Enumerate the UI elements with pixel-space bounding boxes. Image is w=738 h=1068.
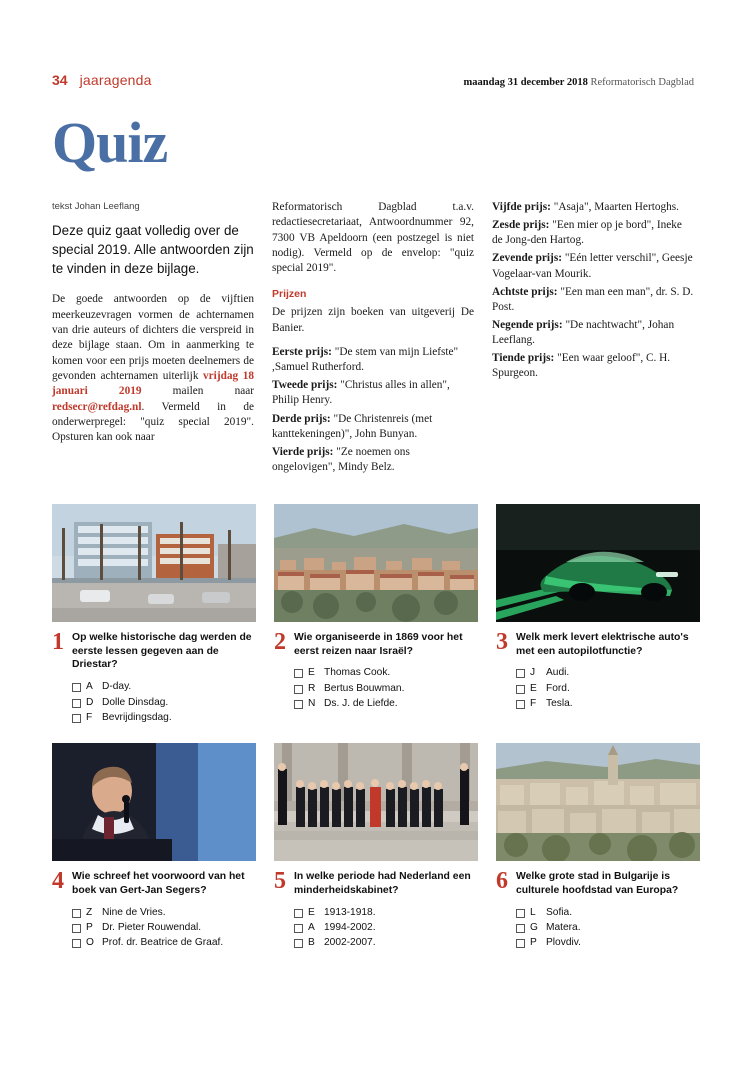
- answer-option[interactable]: [516, 935, 700, 950]
- paper-name: Reformatorisch Dagblad: [590, 77, 694, 88]
- answer-text: Plovdiv.: [546, 937, 581, 949]
- checkbox-icon[interactable]: [294, 669, 303, 678]
- checkbox-icon[interactable]: [516, 685, 525, 694]
- answer-letter: F: [530, 698, 537, 710]
- prize-item: [272, 345, 474, 375]
- answer-text: Prof. dr. Beatrice de Graaf.: [102, 937, 224, 949]
- prize-item: [272, 378, 474, 408]
- question-cell: [496, 504, 700, 725]
- answer-letter: J: [530, 667, 536, 679]
- answer-letter: G: [530, 921, 538, 933]
- answer-options: [72, 679, 256, 725]
- prize-value: "Een waar geloof", C. H. Spurgeon.: [492, 352, 671, 380]
- prize-value: "Asaja", Maarten Hertoghs.: [553, 201, 680, 213]
- question-cell: [52, 743, 256, 950]
- answer-letter: P: [530, 937, 537, 949]
- answer-text: Bevrijdingsdag.: [102, 711, 172, 723]
- answer-letter: E: [308, 906, 315, 918]
- checkbox-icon[interactable]: [72, 909, 81, 918]
- question-number: 6: [496, 868, 508, 895]
- question-number: 5: [274, 868, 286, 895]
- prize-value: "Eén letter verschil", Geesje Vogelaar-van Mourik.: [492, 252, 693, 280]
- answer-option[interactable]: [72, 710, 256, 725]
- prize-label: Tweede prijs:: [272, 379, 338, 392]
- answer-options: [516, 665, 700, 711]
- checkbox-icon[interactable]: [294, 909, 303, 918]
- photo-modern-school-building: [52, 504, 256, 622]
- answer-option[interactable]: [294, 905, 478, 920]
- answer-option[interactable]: [294, 665, 478, 680]
- intro-column-1: [52, 200, 254, 478]
- photo-stone-hill-city: [496, 743, 700, 861]
- prize-label: Derde prijs:: [272, 412, 331, 425]
- answer-text: Nine de Vries.: [102, 906, 166, 918]
- question-row: [496, 870, 700, 897]
- answer-option[interactable]: [294, 681, 478, 696]
- question-row: [496, 631, 700, 658]
- checkbox-icon[interactable]: [72, 699, 81, 708]
- page-number: 34: [52, 72, 68, 88]
- intro-column-3: [492, 200, 694, 478]
- issue-date: maandag 31 december 2018: [463, 77, 588, 88]
- instructions-part-2: mailen naar: [141, 385, 255, 398]
- answer-option[interactable]: [516, 920, 700, 935]
- checkbox-icon[interactable]: [516, 669, 525, 678]
- prize-item: [492, 251, 694, 281]
- prize-item: [272, 445, 474, 475]
- answer-letter: O: [86, 937, 94, 949]
- checkbox-icon[interactable]: [516, 924, 525, 933]
- prize-value: "Een mier op je bord", Ineke de Jong-den Hartog.: [492, 219, 682, 247]
- answer-option[interactable]: [516, 665, 700, 680]
- answer-text: Thomas Cook.: [324, 667, 391, 679]
- answer-letter: B: [308, 937, 315, 949]
- answer-letter: F: [86, 711, 93, 723]
- answer-letter: L: [530, 906, 536, 918]
- section-name: jaaragenda: [79, 72, 152, 88]
- answer-option[interactable]: [72, 905, 256, 920]
- checkbox-icon[interactable]: [294, 685, 303, 694]
- prize-value: "Ze noemen ons ongelovigen", Mindy Belz.: [272, 445, 410, 473]
- question-row: [52, 870, 256, 897]
- checkbox-icon[interactable]: [516, 939, 525, 948]
- answer-letter: E: [530, 682, 537, 694]
- answer-text: Matera.: [546, 921, 581, 933]
- answer-options: [294, 905, 478, 951]
- answer-text: Bertus Bouwman.: [324, 682, 405, 694]
- checkbox-icon[interactable]: [72, 924, 81, 933]
- answer-text: 1913-1918.: [324, 906, 376, 918]
- answer-letter: R: [308, 682, 316, 694]
- answer-option[interactable]: [72, 920, 256, 935]
- question-text: Op welke historische dag werden de eerste lessen gegeven aan de Driestar?: [72, 632, 252, 671]
- prize-item: [492, 200, 694, 215]
- answer-letter: A: [308, 921, 315, 933]
- prize-label: Tiende prijs:: [492, 352, 555, 365]
- answer-option[interactable]: [516, 905, 700, 920]
- answer-text: Dolle Dinsdag.: [102, 696, 169, 708]
- answer-option[interactable]: [294, 920, 478, 935]
- question-text: Welk merk levert elektrische auto's met een autopilotfunctie?: [516, 632, 689, 657]
- prize-item: [492, 318, 694, 348]
- answer-options: [516, 905, 700, 951]
- question-number: 4: [52, 868, 64, 895]
- prize-label: Vierde prijs:: [272, 445, 334, 458]
- question-number: 3: [496, 629, 508, 655]
- checkbox-icon[interactable]: [516, 909, 525, 918]
- prize-item: [492, 285, 694, 315]
- question-row: [52, 631, 256, 672]
- question-text: In welke periode had Nederland een minderheidskabinet?: [294, 871, 471, 896]
- prize-label: Zesde prijs:: [492, 219, 550, 232]
- prize-value: "De stem van mijn Liefste" ,Samuel Rutherford.: [272, 346, 459, 374]
- prize-label: Zevende prijs:: [492, 252, 562, 265]
- checkbox-icon[interactable]: [72, 939, 81, 948]
- answer-text: Tesla.: [546, 698, 573, 710]
- question-row: [274, 631, 478, 658]
- question-cell: [52, 504, 256, 725]
- intro-column-2: [272, 200, 474, 478]
- prize-label: Achtste prijs:: [492, 285, 558, 298]
- answer-options: [72, 905, 256, 951]
- photo-speaker-at-lectern: [52, 743, 256, 861]
- answer-options: [294, 665, 478, 711]
- entry-instructions: [52, 292, 254, 446]
- prize-value: "Christus alles in allen", Philip Henry.: [272, 379, 450, 407]
- answer-option[interactable]: [72, 935, 256, 950]
- masthead: [52, 72, 694, 88]
- prize-label: Negende prijs:: [492, 318, 563, 331]
- answer-letter: D: [86, 696, 94, 708]
- answer-text: Sofia.: [546, 906, 573, 918]
- checkbox-icon[interactable]: [294, 939, 303, 948]
- prize-value: "Een man een man", dr. S. D. Post.: [492, 285, 694, 313]
- checkbox-icon[interactable]: [516, 700, 525, 709]
- instructions-part-3: . Vermeld in de onderwerpregel: "quiz special 2019". Opsturen kan ook naar: [52, 400, 254, 444]
- answer-option[interactable]: [294, 696, 478, 711]
- answer-letter: Z: [86, 906, 93, 918]
- answer-text: Audi.: [546, 667, 570, 679]
- answer-text: D-day.: [102, 681, 132, 693]
- checkbox-icon[interactable]: [72, 683, 81, 692]
- answer-letter: A: [86, 681, 93, 693]
- prize-item: [492, 351, 694, 381]
- question-cell: [274, 743, 478, 950]
- answer-option[interactable]: [516, 681, 700, 696]
- answer-text: Ds. J. de Liefde.: [324, 698, 398, 710]
- photo-green-electric-car: [496, 504, 700, 622]
- photo-hillside-town-panorama: [274, 504, 478, 622]
- question-number: 1: [52, 629, 64, 655]
- deadline-date: vrijdag 18 januari 2019: [52, 370, 254, 398]
- question-cell: [496, 743, 700, 950]
- byline: tekst Johan Leeflang: [52, 201, 140, 212]
- lead-paragraph: Deze quiz gaat volledig over de special 2019. Alle antwoorden zijn te vinden in deze bijlage.: [52, 223, 254, 277]
- checkbox-icon[interactable]: [72, 714, 81, 723]
- checkbox-icon[interactable]: [294, 924, 303, 933]
- question-text: Wie schreef het voorwoord van het boek van Gert-Jan Segers?: [72, 871, 245, 896]
- postal-address: Reformatorisch Dagblad t.a.v. redactiesecretariaat, Antwoordnummer 92, 7300 VB Apeldoorn (een postzegel is niet nodig). Vermeld op de envelop: "quiz special 2019".: [272, 201, 474, 275]
- page-title: Quiz: [52, 110, 168, 175]
- prize-label: Vijfde prijs:: [492, 201, 551, 213]
- question-text: Welke grote stad in Bulgarije is culturele hoofdstad van Europa?: [516, 871, 679, 896]
- intro-columns: [52, 200, 694, 478]
- photo-royal-group-on-steps: [274, 743, 478, 861]
- prize-value: "De Christenreis (met kanttekeningen)", John Bunyan.: [272, 412, 433, 440]
- answer-letter: E: [308, 667, 315, 679]
- answer-option[interactable]: [294, 935, 478, 950]
- entry-email-link[interactable]: redsecr@refdag.nl: [52, 400, 142, 413]
- masthead-right: [464, 77, 694, 88]
- answer-option[interactable]: [72, 679, 256, 694]
- prize-item: [272, 412, 474, 442]
- prize-value: "De nachtwacht", Johan Leeflang.: [492, 318, 675, 346]
- answer-text: Ford.: [546, 682, 570, 694]
- question-cell: [274, 504, 478, 725]
- answer-text: 2002-2007.: [324, 937, 376, 949]
- question-row: [274, 870, 478, 897]
- answer-letter: P: [86, 921, 93, 933]
- answer-option[interactable]: [516, 696, 700, 711]
- prizes-intro: De prijzen zijn boeken van uitgeverij De Banier.: [272, 306, 474, 334]
- checkbox-icon[interactable]: [294, 700, 303, 709]
- question-text: Wie organiseerde in 1869 voor het eerst reizen naar Israël?: [294, 632, 463, 657]
- instructions-part-1: De goede antwoorden op de vijftien meerkeuzevragen vormen de achternamen van drie auteurs of dichters die verspreid in deze bijlage staan. Om in aanmerking te komen voor een prijs moeten deelnemers de gevonden achternamen uiterlijk: [52, 293, 254, 382]
- prize-label: Eerste prijs:: [272, 346, 332, 358]
- answer-text: 1994-2002.: [324, 921, 376, 933]
- answer-letter: N: [308, 698, 316, 710]
- prize-item: [492, 218, 694, 248]
- answer-option[interactable]: [72, 695, 256, 710]
- question-number: 2: [274, 629, 286, 655]
- prizes-heading: Prijzen: [272, 287, 307, 300]
- question-grid: [52, 504, 694, 950]
- answer-text: Dr. Pieter Rouwendal.: [102, 921, 202, 933]
